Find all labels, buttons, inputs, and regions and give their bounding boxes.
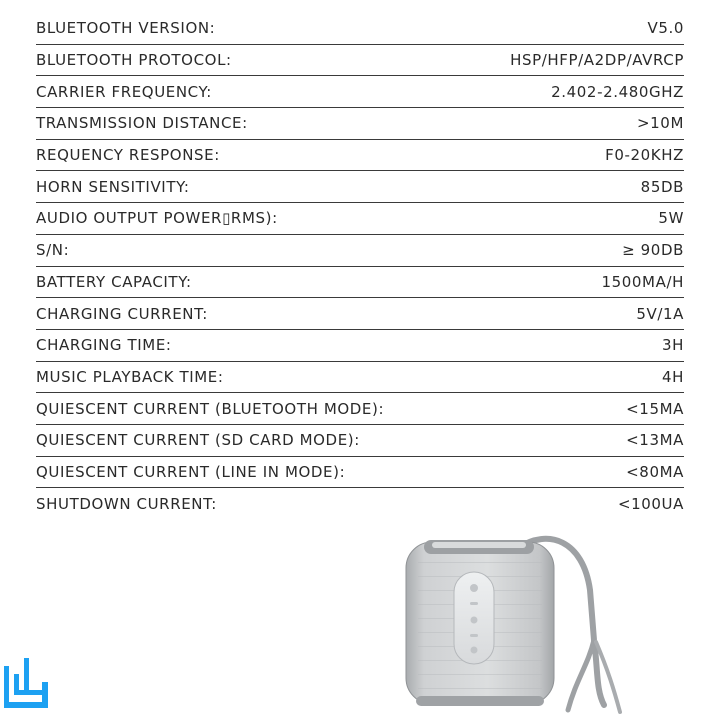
spec-value: <13MA bbox=[626, 431, 684, 450]
spec-label: REQUENCY RESPONSE: bbox=[36, 146, 220, 165]
spec-label: CHARGING TIME: bbox=[36, 336, 172, 355]
spec-row bbox=[36, 425, 684, 457]
spec-label: BLUETOOTH PROTOCOL: bbox=[36, 51, 232, 70]
spec-table bbox=[36, 13, 684, 520]
spec-row bbox=[36, 45, 684, 77]
spec-label: S/N: bbox=[36, 241, 70, 260]
spec-value: 5V/1A bbox=[636, 304, 684, 323]
spec-label: BATTERY CAPACITY: bbox=[36, 272, 192, 291]
spec-value: <15MA bbox=[626, 399, 684, 418]
spec-label: QUIESCENT CURRENT (LINE IN MODE): bbox=[36, 462, 346, 481]
spec-value: <100UA bbox=[617, 495, 684, 514]
spec-row bbox=[36, 298, 684, 330]
spec-row bbox=[36, 140, 684, 172]
spec-row bbox=[36, 235, 684, 267]
spec-label: MUSIC PLAYBACK TIME: bbox=[36, 367, 224, 386]
spec-value: <80MA bbox=[626, 462, 684, 481]
spec-row bbox=[36, 362, 684, 394]
bluetooth-speaker-image bbox=[398, 530, 628, 720]
spec-row bbox=[36, 330, 684, 362]
spec-row bbox=[36, 108, 684, 140]
spec-row bbox=[36, 203, 684, 235]
spec-value: 1500MA/H bbox=[601, 272, 684, 291]
spec-label: QUIESCENT CURRENT (BLUETOOTH MODE): bbox=[36, 399, 385, 418]
spec-value: ≥ 90DB bbox=[622, 241, 684, 260]
spec-label: BLUETOOTH VERSION: bbox=[36, 19, 216, 38]
spec-label: HORN SENSITIVITY: bbox=[36, 177, 190, 196]
spec-value: >10M bbox=[637, 114, 684, 133]
spec-row bbox=[36, 488, 684, 520]
spec-label: AUDIO OUTPUT POWER▯RMS): bbox=[36, 209, 278, 228]
spec-value: HSP/HFP/A2DP/AVRCP bbox=[510, 51, 684, 70]
spec-label: TRANSMISSION DISTANCE: bbox=[36, 114, 248, 133]
spec-row bbox=[36, 457, 684, 489]
spec-value: 85DB bbox=[640, 177, 684, 196]
spec-label: CARRIER FREQUENCY: bbox=[36, 82, 212, 101]
spec-row bbox=[36, 171, 684, 203]
spec-label: CHARGING CURRENT: bbox=[36, 304, 208, 323]
spec-value: V5.0 bbox=[647, 19, 684, 38]
spec-row bbox=[36, 267, 684, 299]
spec-value: 3H bbox=[661, 336, 684, 355]
spec-row bbox=[36, 393, 684, 425]
spec-row bbox=[36, 13, 684, 45]
spec-value: 2.402-2.480GHZ bbox=[551, 82, 684, 101]
spec-row bbox=[36, 76, 684, 108]
spec-value: 5W bbox=[658, 209, 684, 228]
spec-label: SHUTDOWN CURRENT: bbox=[36, 495, 217, 514]
spec-label: QUIESCENT CURRENT (SD CARD MODE): bbox=[36, 431, 360, 450]
brand-logo-icon bbox=[2, 652, 50, 712]
spec-value: 4H bbox=[661, 367, 684, 386]
spec-value: F0-20KHZ bbox=[605, 146, 684, 165]
